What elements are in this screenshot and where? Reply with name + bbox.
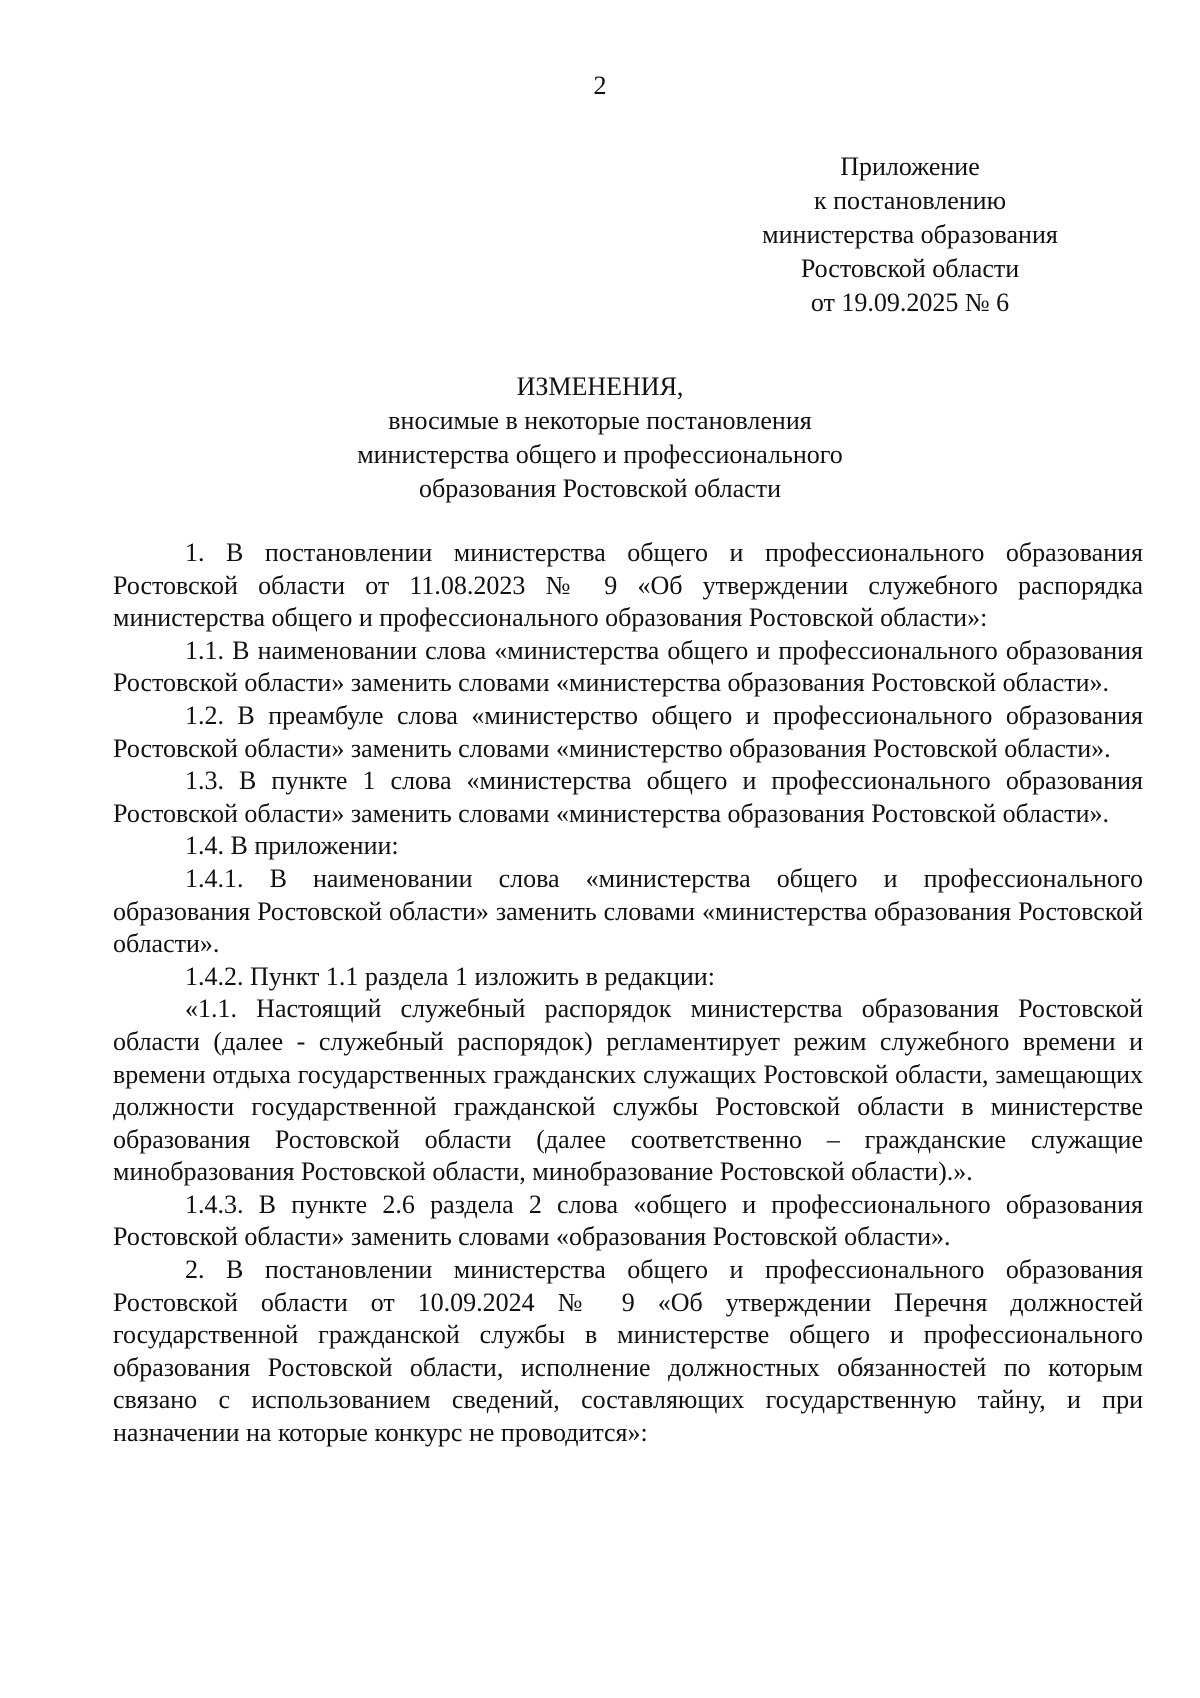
- title-line: образования Ростовской области: [419, 474, 781, 503]
- paragraph-1-4-2: 1.4.2. Пункт 1.1 раздела 1 изложить в редакции:: [185, 961, 715, 991]
- document-body: [113, 537, 1143, 1450]
- appendix-label: Приложение: [840, 152, 980, 181]
- paragraph-1-4-3: 1.4.3. В пункте 2.6 раздела 2 слова «общего и профессионального образования Ростовской области» заменить словами «образования Ростовской области».: [113, 1189, 1143, 1252]
- paragraph-1-4: 1.4. В приложении:: [185, 831, 399, 861]
- paragraph-1-3: 1.3. В пункте 1 слова «министерства общего и профессионального образования Ростовской области» заменить словами «министерства образования Ростовской области».: [113, 766, 1143, 828]
- appendix-region-line: Ростовской области: [800, 254, 1020, 283]
- paragraph-1-2: 1.2. В преамбуле слова «министерство общего и профессионального образования Ростовской области» заменить словами «министерство образования Ростовской области».: [113, 700, 1143, 763]
- appendix-ministry-line: министерства образования: [762, 220, 1058, 249]
- paragraph-2: 2. В постановлении министерства общего и профессионального образования Ростовской области от 10.09.2024 № 9 «Об утверждении Перечня должностей государственной гражданской службы в министерстве общего и профессионального образования Ростовской области, исполнение должностных обязанностей по которым связано с использованием сведений, составляющих государственную тайну, и при назначении на которые конкурс не проводится»:: [113, 1255, 1143, 1448]
- appendix-ref-line: к постановлению: [813, 186, 1007, 215]
- paragraph-1: 1. В постановлении министерства общего и профессионального образования Ростовской области от 11.08.2023 № 9 «Об утверждении служебного распорядка министерства общего и профессионального образования Ростовской области»:: [113, 538, 1143, 633]
- title-line: министерства общего и профессионального: [357, 440, 843, 469]
- page-number: 2: [593, 71, 607, 100]
- document-title: [0, 370, 1200, 506]
- title-line: вносимые в некоторые постановления: [388, 406, 812, 435]
- appendix-header: [720, 150, 1100, 320]
- title-heading: ИЗМЕНЕНИЯ,: [516, 372, 684, 401]
- quoted-paragraph-1-1: «1.1. Настоящий служебный распорядок министерства образования Ростовской области (далее - служебный распорядок) регламентирует режим служебного времени и времени отдыха государственных гражданских служащих Ростовской области, замещающих должности государственной гражданской службы Ростовской области в министерстве образования Ростовской области (далее соответственно – гражданские служащие минобразования Ростовской области, минобразование Ростовской области).».: [113, 994, 1143, 1187]
- paragraph-1-1: 1.1. В наименовании слова «министерства общего и профессионального образования Ростовской области» заменить словами «министерства образования Ростовской области».: [113, 635, 1143, 698]
- appendix-date-number: от 19.09.2025 № 6: [810, 288, 1010, 317]
- paragraph-1-4-1: 1.4.1. В наименовании слова «министерства общего и профессионального образования Ростовской области» заменить словами «министерства образования Ростовской области».: [113, 863, 1143, 959]
